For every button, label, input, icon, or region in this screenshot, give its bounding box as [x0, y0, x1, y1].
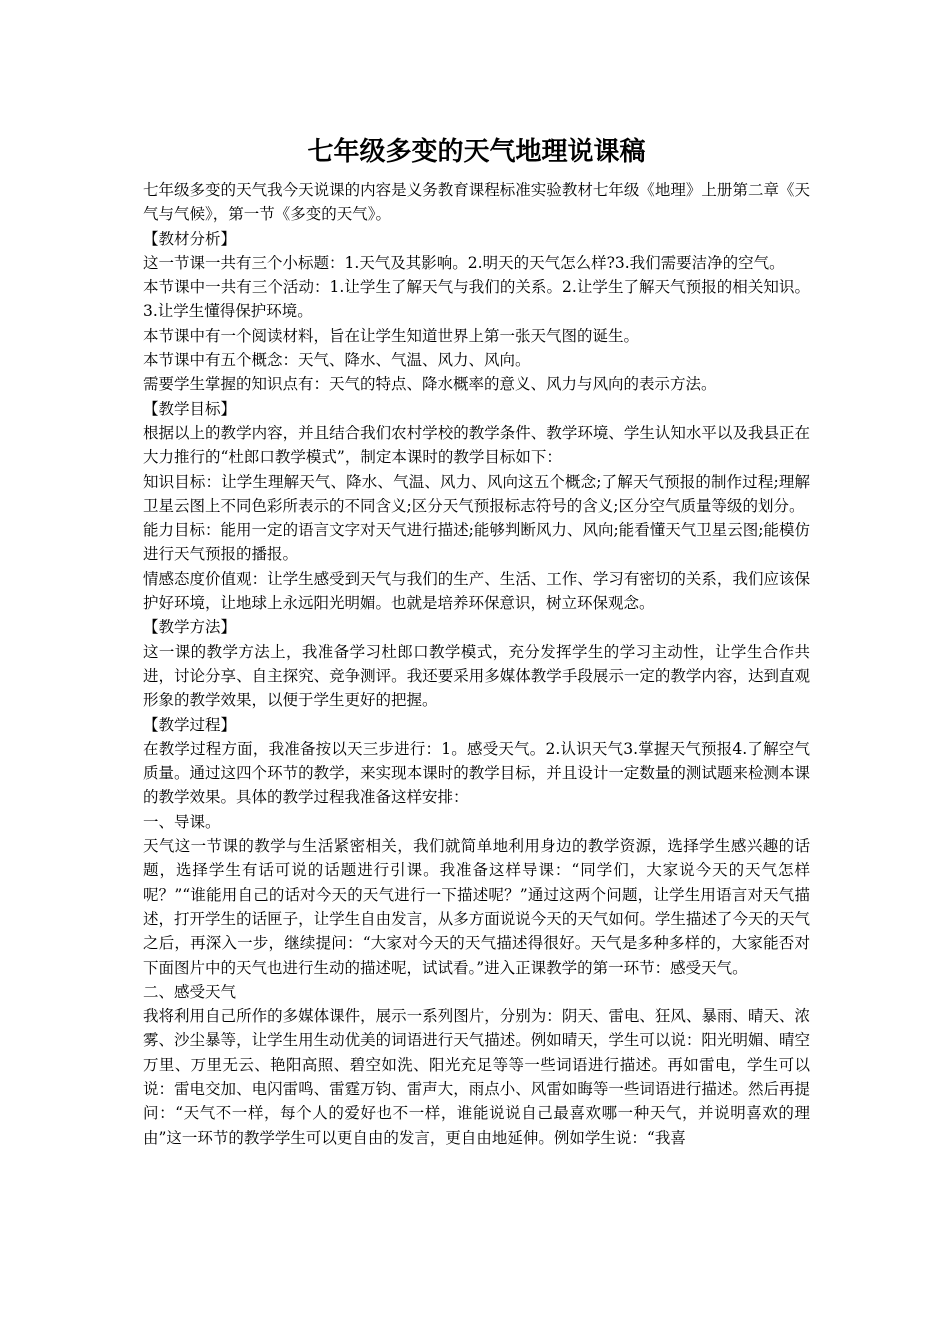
- paragraph-knowledge-points: 需要学生掌握的知识点有：天气的特点、降水概率的意义、风力与风向的表示方法。: [143, 375, 717, 394]
- paragraph-goals-intro: 根据以上的教学内容，并且结合我们农村学校的教学条件、教学环境、学生认知水平以及我县正在大力推行的“杜郎口教学模式”，制定本课时的教学目标如下：: [143, 423, 810, 467]
- section-heading-material-analysis: 【教材分析】: [143, 229, 237, 248]
- paragraph-knowledge-goal: 知识目标：让学生理解天气、降水、气温、风力、风向这五个概念;了解天气预报的制作过程;理解卫星云图上不同色彩所表示的不同含义;区分天气预报标志符号的含义;区分空气质量等级的划分。: [143, 472, 810, 515]
- paragraph-reading-material: 本节课中有一个阅读材料，旨在让学生知道世界上第一张天气图的诞生。: [143, 326, 640, 345]
- subheading-lead-in: 一、导课。: [143, 812, 221, 831]
- document-body: [143, 178, 810, 1150]
- paragraph-concepts: 本节课中有五个概念：天气、降水、气温、风力、风向。: [143, 351, 531, 370]
- section-heading-teaching-goals: 【教学目标】: [143, 399, 237, 418]
- paragraph-ability-goal: 能力目标：能用一定的语言文字对天气进行描述;能够判断风力、风向;能看懂天气卫星云图;能模仿进行天气预报的播报。: [143, 521, 810, 564]
- paragraph-emotion-goal: 情感态度价值观：让学生感受到天气与我们的生产、生活、工作、学习有密切的关系，我们应该保护好环境，让地球上永远阳光明媚。也就是培养环保意识，树立环保观念。: [143, 569, 810, 613]
- paragraph-process-overview: 在教学过程方面，我准备按以天三步进行：1。感受天气。2.认识天气3.掌握天气预报4.了解空气质量。通过这四个环节的教学，来实现本课时的教学目标，并且设计一定数量的测试题来检测本课的教学效果。具体的教学过程我准备这样安排：: [143, 739, 810, 807]
- paragraph-intro: 七年级多变的天气我今天说课的内容是义务教育课程标准实验教材七年级《地理》上册第二章《天气与气候》，第一节《多变的天气》。: [143, 181, 810, 224]
- document-title: 七年级多变的天气地理说课稿: [307, 137, 646, 167]
- paragraph-activities: 本节课中一共有三个活动：1.让学生了解天气与我们的关系。2.让学生了解天气预报的相关知识。3.让学生懂得保护环境。: [143, 278, 810, 321]
- section-heading-teaching-process: 【教学过程】: [143, 715, 237, 734]
- document-page: [143, 0, 810, 1344]
- paragraph-lead-in: 天气这一节课的教学与生活紧密相关，我们就简单地利用身边的教学资源，选择学生感兴趣的话题，选择学生有话可说的话题进行引课。我准备这样导课：“同学们，大家说今天的天气怎样呢？”“谁能用自己的话对今天的天气进行一下描述呢？”通过这两个问题，让学生用语言对天气描述，打开学生的话匣子，让学生自由发言，从多方面说说今天的天气如何。学生描述了今天的天气之后，再深入一步，继续提问：“大家对今天的天气描述得很好。天气是多种多样的，大家能否对下面图片中的天气也进行生动的描述呢，试试看。”进入正课教学的第一环节：感受天气。: [143, 837, 810, 977]
- paragraph-feel-weather: 我将利用自己所作的多媒体课件，展示一系列图片，分别为：阴天、雷电、狂风、暴雨、晴天、浓雾、沙尘暴等，让学生用生动优美的词语进行天气描述。例如晴天，学生可以说：阳光明媚、晴空万里、万里无云、艳阳高照、碧空如洗、阳光充足等等一些词语进行描述。再如雷电，学生可以说：雷电交加、电闪雷鸣、雷霆万钧、雷声大，雨点小、风雷如晦等一些词语进行描述。然后再提问：“天气不一样，每个人的爱好也不一样，谁能说说自己最喜欢哪一种天气，并说明喜欢的理由”这一环节的教学学生可以更自由的发言，更自由地延伸。例如学生说：“我喜: [143, 1007, 810, 1147]
- section-heading-teaching-methods: 【教学方法】: [143, 618, 237, 637]
- paragraph-methods: 这一课的教学方法上，我准备学习杜郎口教学模式，充分发挥学生的学习主动性，让学生合作共进，讨论分享、自主探究、竞争测评。我还要采用多媒体教学手段展示一定的教学内容，达到直观形象的教学效果，以便于学生更好的把握。: [143, 642, 810, 710]
- paragraph-subtitles: 这一节课一共有三个小标题：1.天气及其影响。2.明天的天气怎么样?3.我们需要洁净的空气。: [143, 253, 785, 272]
- subheading-feel-weather: 二、感受天气: [143, 982, 237, 1001]
